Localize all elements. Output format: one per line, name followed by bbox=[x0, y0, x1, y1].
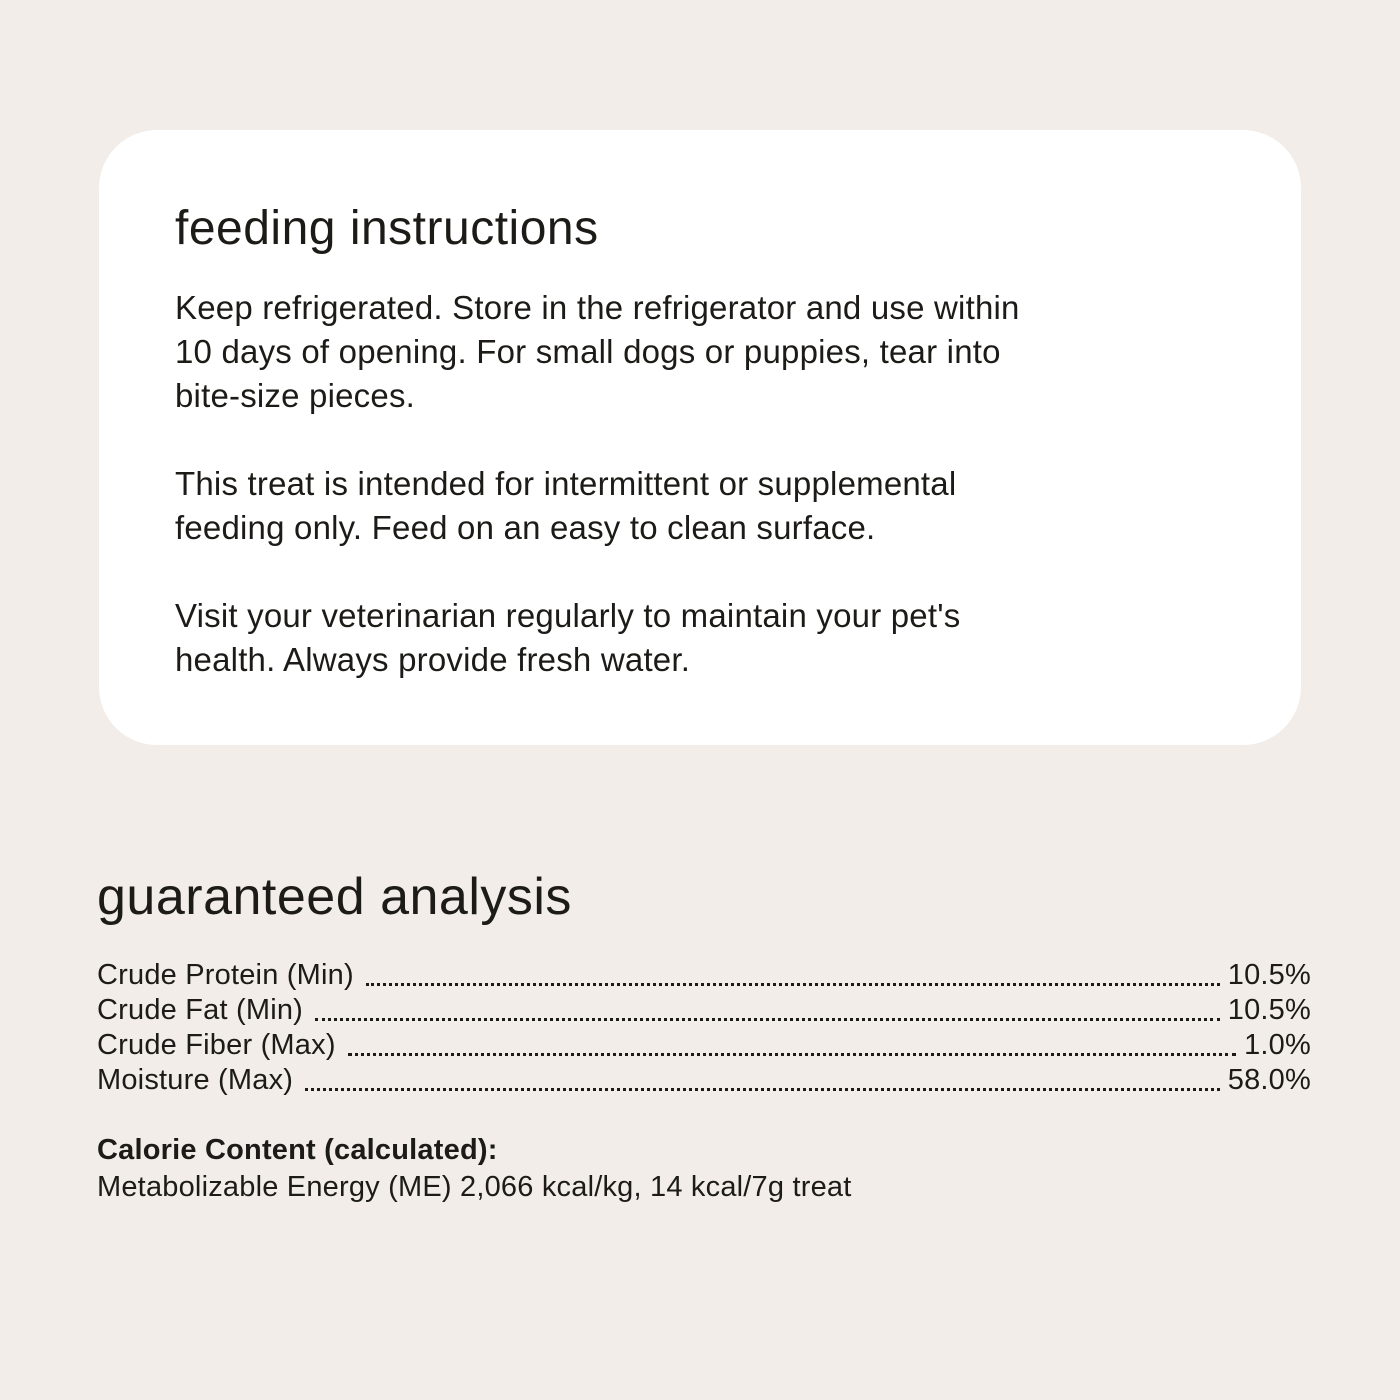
paragraph-line: This treat is intended for intermittent or supplemental bbox=[175, 464, 957, 502]
analysis-row-value: 1.0% bbox=[1244, 1028, 1311, 1061]
analysis-row-value: 10.5% bbox=[1227, 993, 1311, 1026]
dot-leader bbox=[348, 1053, 1236, 1056]
analysis-row-label: Crude Protein (Min) bbox=[97, 958, 354, 991]
paragraph-line: bite-size pieces. bbox=[175, 376, 416, 414]
paragraph-line: Keep refrigerated. Store in the refrigerator and use within bbox=[175, 288, 1020, 326]
calorie-content-heading: Calorie Content (calculated): bbox=[97, 1133, 498, 1166]
feeding-instructions-card bbox=[99, 130, 1301, 745]
feeding-paragraph-veterinarian bbox=[175, 594, 1225, 682]
guaranteed-analysis-section bbox=[97, 868, 1311, 1206]
feeding-paragraph-storage bbox=[175, 286, 1225, 418]
analysis-row-value: 58.0% bbox=[1227, 1063, 1311, 1096]
calorie-content-block bbox=[97, 1132, 1311, 1206]
dot-leader bbox=[366, 983, 1220, 986]
dot-leader bbox=[305, 1088, 1220, 1091]
analysis-row-label: Crude Fiber (Max) bbox=[97, 1028, 336, 1061]
paragraph-line: 10 days of opening. For small dogs or puppies, tear into bbox=[175, 332, 1001, 370]
feeding-paragraph-intermittent bbox=[175, 462, 1225, 550]
guaranteed-analysis-title: guaranteed analysis bbox=[97, 868, 572, 926]
feeding-instructions-title: feeding instructions bbox=[175, 202, 599, 255]
analysis-row-crude-fiber bbox=[97, 1028, 1311, 1063]
analysis-row-crude-protein bbox=[97, 958, 1311, 993]
analysis-row-crude-fat bbox=[97, 993, 1311, 1028]
paragraph-line: health. Always provide fresh water. bbox=[175, 640, 691, 678]
paragraph-line: feeding only. Feed on an easy to clean surface. bbox=[175, 508, 876, 546]
analysis-row-moisture bbox=[97, 1063, 1311, 1098]
calorie-content-detail: Metabolizable Energy (ME) 2,066 kcal/kg, 14 kcal/7g treat bbox=[97, 1170, 852, 1203]
dot-leader bbox=[315, 1018, 1220, 1021]
analysis-row-label: Crude Fat (Min) bbox=[97, 993, 304, 1026]
analysis-row-value: 10.5% bbox=[1227, 958, 1311, 991]
analysis-row-label: Moisture (Max) bbox=[97, 1063, 294, 1096]
paragraph-line: Visit your veterinarian regularly to maintain your pet's bbox=[175, 596, 961, 634]
